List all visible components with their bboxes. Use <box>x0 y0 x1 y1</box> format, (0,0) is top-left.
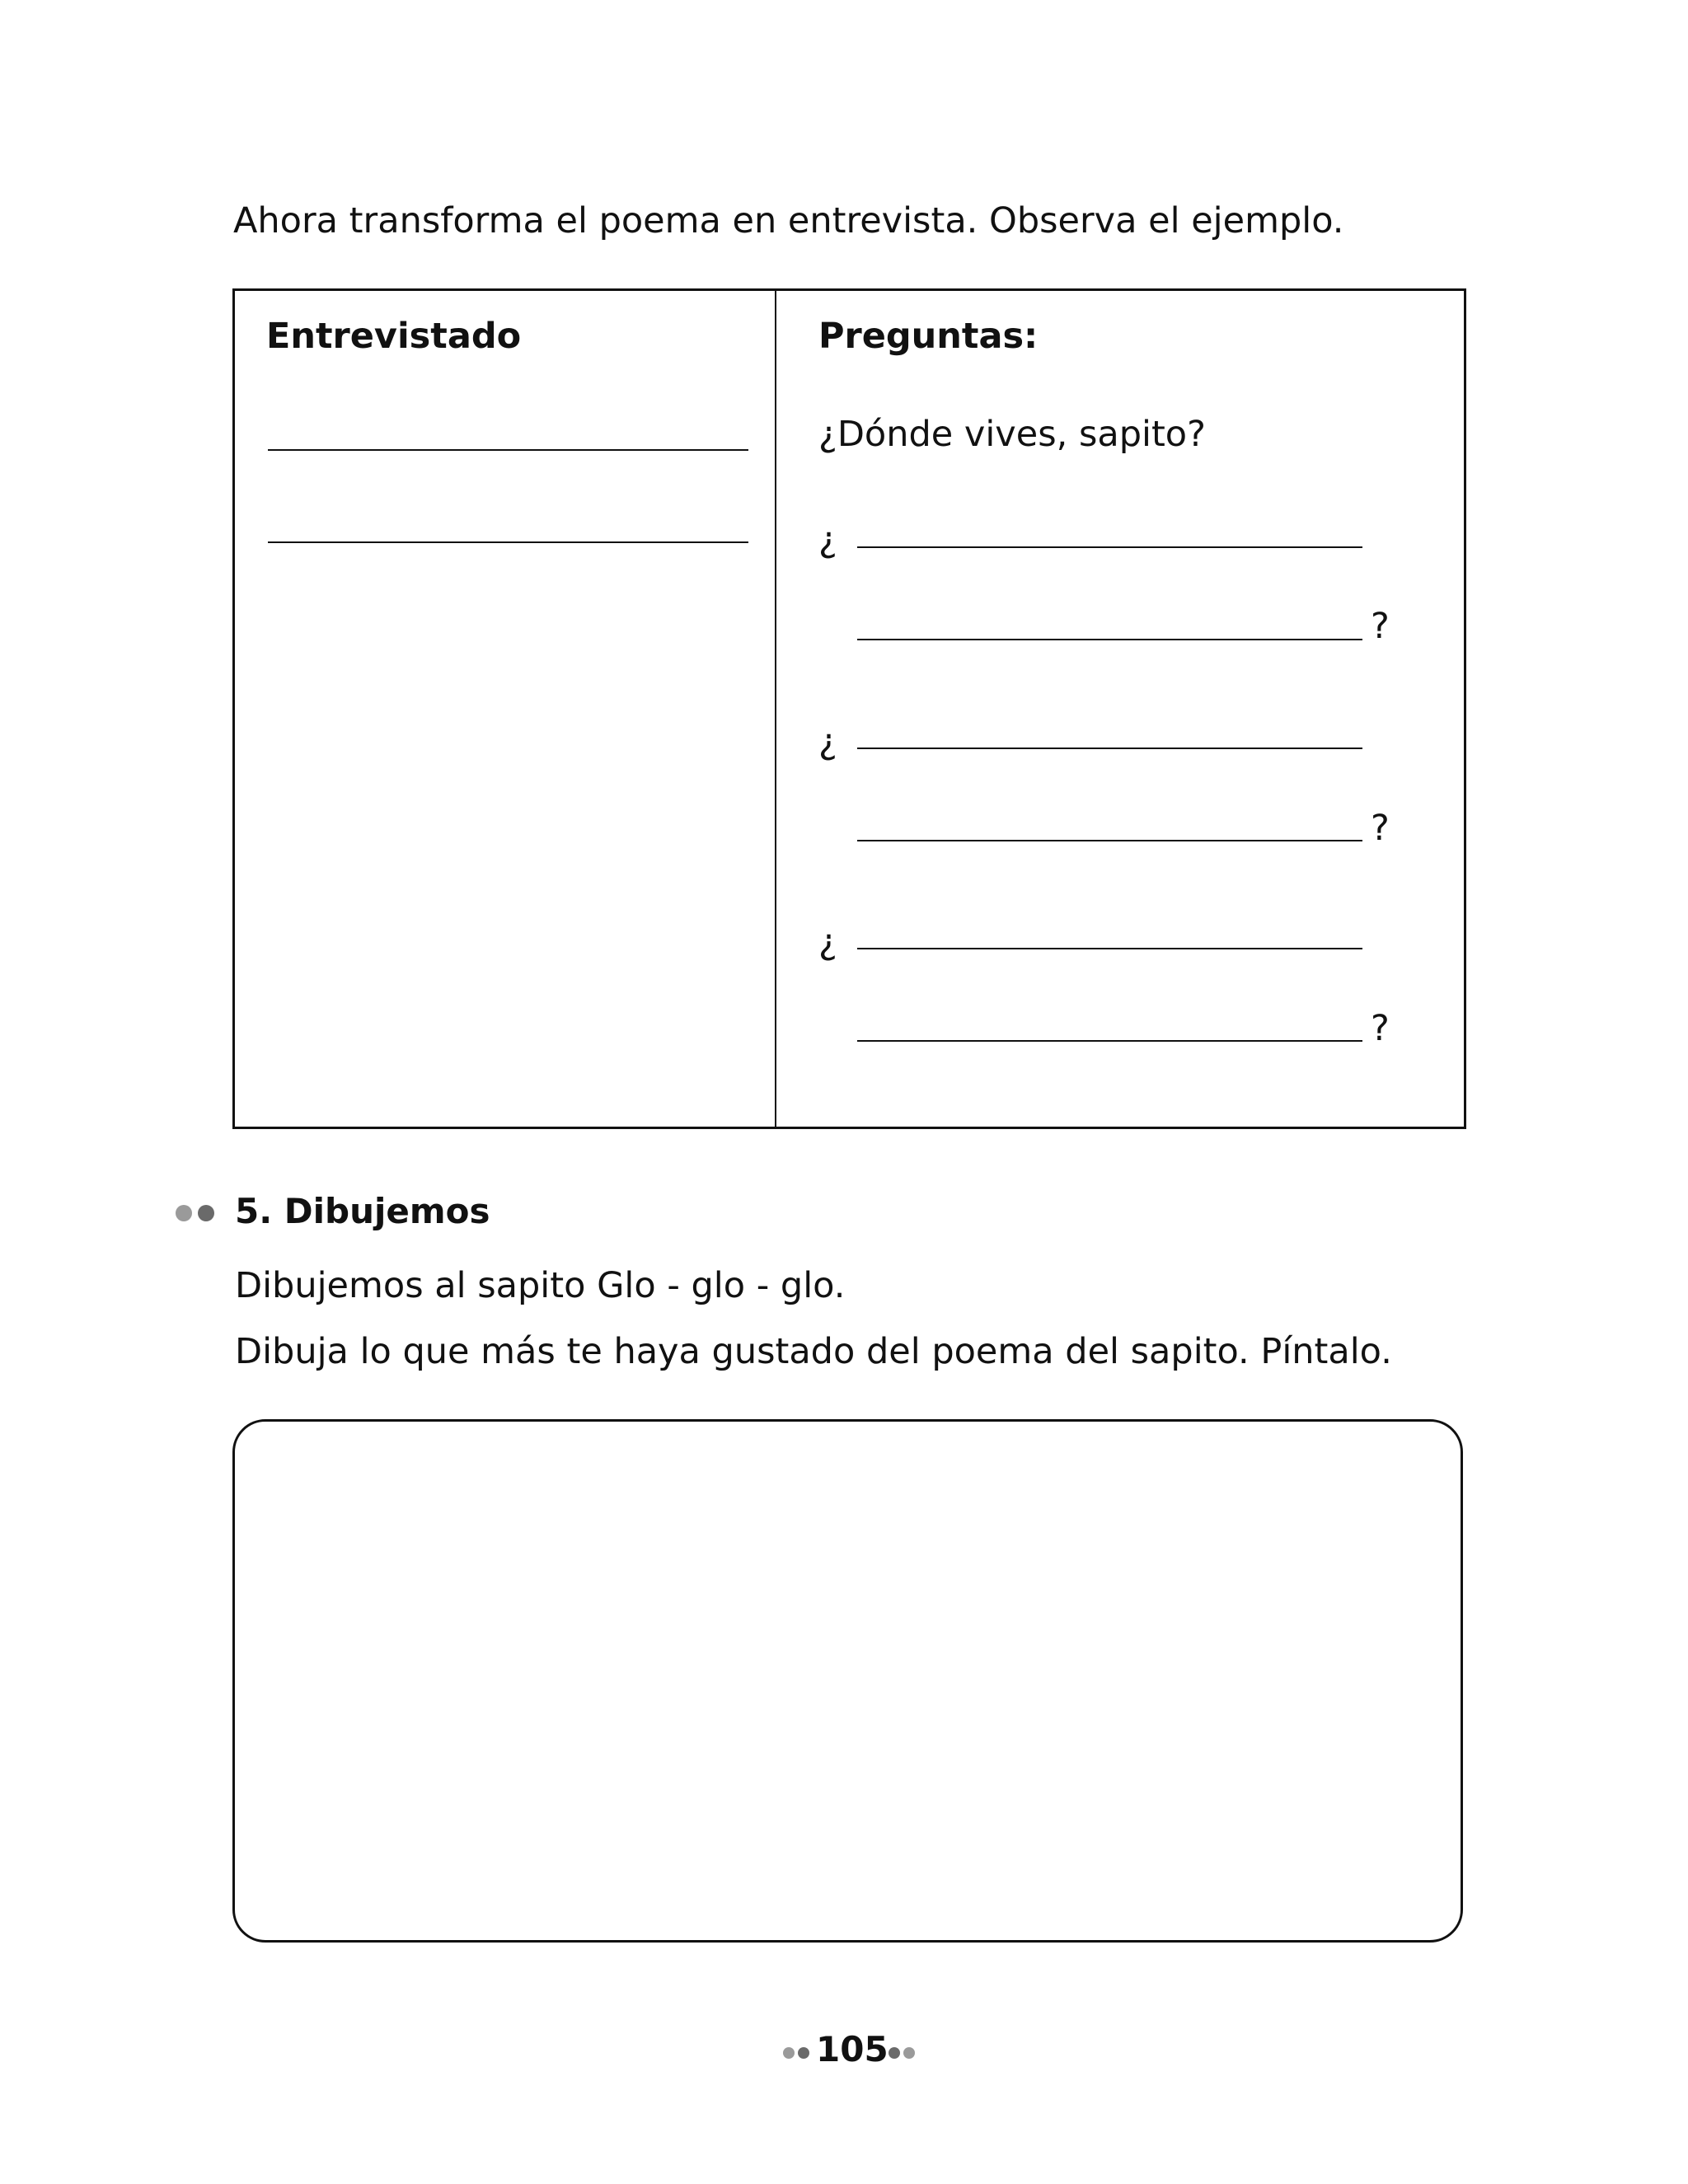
question-open-mark: ¿ <box>818 721 837 762</box>
page-dot <box>798 2047 809 2059</box>
section-line-1: Dibujemos al sapito Glo - glo - glo. <box>235 1265 846 1306</box>
question-open-mark: ¿ <box>818 519 837 560</box>
interviewee-header: Entrevistado <box>266 316 522 357</box>
question-write-line[interactable] <box>857 1040 1362 1042</box>
questions-header: Preguntas: <box>818 316 1039 357</box>
example-question: ¿Dónde vives, sapito? <box>818 414 1206 455</box>
page-dot <box>783 2047 795 2059</box>
question-close-mark: ? <box>1371 808 1390 849</box>
section-line-2: Dibuja lo que más te haya gustado del poema del sapito. Píntalo. <box>235 1331 1392 1372</box>
bullet-dot <box>198 1205 214 1221</box>
table-column-divider <box>775 288 776 1129</box>
interviewee-answer-line[interactable] <box>268 449 748 451</box>
instruction-text: Ahora transforma el poema en entrevista. Observa el ejemplo. <box>233 200 1344 241</box>
interviewee-answer-line[interactable] <box>268 541 748 543</box>
question-write-line[interactable] <box>857 748 1362 749</box>
question-write-line[interactable] <box>857 840 1362 841</box>
question-write-line[interactable] <box>857 948 1362 949</box>
question-close-mark: ? <box>1371 1008 1390 1049</box>
question-write-line[interactable] <box>857 639 1362 640</box>
page-dot <box>889 2047 900 2059</box>
bullet-dot <box>176 1205 192 1221</box>
page-dot <box>903 2047 915 2059</box>
section-heading: 5. Dibujemos <box>235 1191 490 1231</box>
question-open-mark: ¿ <box>818 921 837 963</box>
drawing-area[interactable] <box>232 1419 1463 1943</box>
question-close-mark: ? <box>1371 606 1390 647</box>
question-write-line[interactable] <box>857 546 1362 548</box>
page-number: 105 <box>816 2029 889 2069</box>
